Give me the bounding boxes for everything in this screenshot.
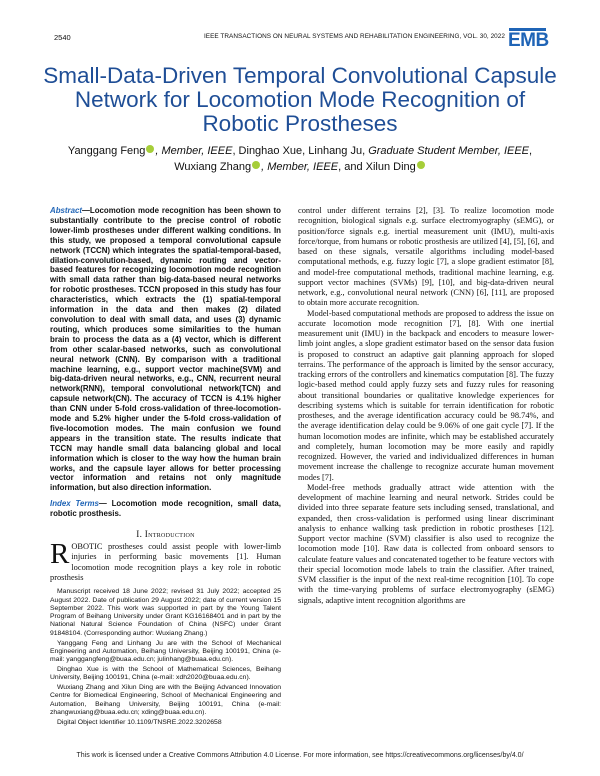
license-notice[interactable]: This work is licensed under a Creative Commons Attribution 4.0 License. For more information, see https://creativecommons.org/licenses/by/4.0/ — [76, 752, 524, 759]
page-number: 2540 — [54, 33, 71, 42]
right-column — [298, 206, 554, 606]
abstract-text: —Locomotion mode recognition has been shown to substantially contribute to the precise control of robotic lower-limb prostheses under different walking conditions. In this study, we proposed a temporal convolutional capsule network (TCCN) which integrates the spatial-temporal-based, dilation-convolution-based, dynamic routing and vector-based features for recognizing locomotion mode recognition with small data rather than big-data-based neural networks for robotic prostheses. TCCN proposed in this study has four characteristics, which extracts the (1) spatial-temporal information in the data and then makes (2) dilated convolution to deal with small data, and uses (3) dynamic routing, which produces some similarities to the human brain to process the data as a (4) vector, which is different from other scalar-based networks, such as convolutional neural network (CNN). By comparison with a traditional machine learning, e.g., support vector machine(SVM) and big-data-driven neural networks, e.g., CNN, recurrent neural network(RNN), temporal convolutional network(TCN) and capsule network(CN). The accuracy of TCCN is 4.1% higher than CNN under 5-fold cross-validation of three-locomotion-mode and 5.2% higher under the 5-fold cross-validation of five-locomotion modes. The main confusion we found appears in the transition state. The results indicate that TCCN may handle small data balancing global and local information which is closer to the way how the human brain works, and the capsule layer allows for better processing vector information and retains not only magnitude information, but also direction information. — [50, 206, 281, 493]
author-role: Graduate Student Member, IEEE — [368, 145, 530, 157]
author-list — [60, 143, 540, 175]
intro-text: prostheses could assist people with lower-limb injuries in performing basic movements [1]. Human locomotion mode recognition plays a key role in robotic prosthesis — [50, 542, 281, 582]
author-names: , Dinghao Xue, Linhang Ju, — [232, 145, 369, 157]
author-name: Wuxiang Zhang — [174, 161, 252, 173]
index-terms-label: Index Terms — [50, 499, 99, 509]
author-role: , Member, IEEE — [155, 145, 233, 157]
footnote: Yanggang Feng and Linhang Ju are with the School of Mechanical Engineering and Automation, Beihang University, Beijing 100191, China (e-mail: yanggangfeng@buaa.edu.cn; julinhang@buaa.edu.cn). — [50, 639, 281, 664]
orcid-icon[interactable] — [417, 161, 425, 169]
index-terms — [50, 499, 281, 519]
section-number: I. — [136, 529, 145, 540]
author-name: , and Xilun Ding — [338, 161, 416, 173]
journal-header: IEEE TRANSACTIONS ON NEURAL SYSTEMS AND REHABILITATION ENGINEERING, VOL. 30, 2022 — [203, 33, 505, 40]
orcid-icon[interactable] — [252, 161, 260, 169]
footnote: Wuxiang Zhang and Xilun Ding are with the Beijing Advanced Innovation Centre for Biomedical Engineering, School of Mechanical Engineering and Automation, Beihang University, Beijing 100191, China (e-mail: zhangwuxiang@buaa.edu.cn; xding@buaa.edu.cn). — [50, 684, 281, 716]
left-column — [50, 206, 281, 729]
separator: , — [529, 145, 533, 157]
footnote: Manuscript received 18 June 2022; revised 31 July 2022; accepted 25 August 2022. Date of publication 29 August 2022; date of current version 15 September 2022. This work was supported in part by the Young Talent Program of Beihang University under Grant KG16168401 and in part by the National Natural Science Foundation of China (NSFC) under Grant 91848104. (Corresponding author: Wuxiang Zhang.) — [50, 588, 281, 637]
drop-cap: R — [50, 538, 70, 571]
emb-logo — [508, 28, 549, 51]
footnotes — [50, 588, 281, 727]
paper-title: Small-Data-Driven Temporal Convolutional Capsule Network for Locomotion Mode Recognition of Robotic Prostheses — [43, 63, 557, 136]
first-word: OBOTIC — [71, 542, 103, 552]
abstract — [50, 206, 281, 493]
body-paragraph: Model-based computational methods are proposed to address the issue on accurate locomotion mode recognition [7], [8]. With one inertial measurement unit (IMU) in the backpack and encoders to measure lower-limb joint angles, a slope gradient estimator based on the sensor data fusion is proposed to construct an adaptive gait planning approach for sloped terrains. The performance of the approach is limited by the sensor accuracy, tracking errors of the controllers and kinematics computation [8]. The fuzzy logic-based method could apply fuzzy sets and fuzzy rules for reasoning about transitional boundaries or qualitative knowledge experiences for describing systems which is suitable for terrain identification for robotic prostheses, and the average identification accuracy could be 98.74%, and the average identification delay could be 9.06% of one gait cycle [7]. If the human locomotion modes are infinite, which may be established accurately and completely, human locomotion may be more easily and rapidly recognized. However, the varied and individualized differences in human movement increase the challenge to recognize accurate human movement modes [7]. — [298, 308, 554, 482]
index-terms-text: — Locomotion mode recognition, small data, robotic prosthesis. — [50, 499, 281, 519]
body-paragraph: control under different terrains [2], [3]. To realize locomotion mode recognition, biological signals e.g. surface electromyography (sEMG), or position/force signals e.g. inertial measurement unit (IMU), multi-axis force/torque, from humans or robotic prosthesis are utilized [4], [5], [6], and based on these signals, versatile algorithms including model-based computational methods, e.g. fuzzy logic [7], a slope gradient estimator [8], and model-free computational methods, traditional machine learning, e.g. support vector machines (SVMs) [9], [10], and big-data-driven neural network, e.g., convolutional neural network (CNN) [6], [11], are proposed to obtain more accurate recognition. — [298, 206, 554, 308]
author-role: , Member, IEEE — [261, 161, 339, 173]
intro-paragraph — [50, 538, 281, 583]
footnote: Dinghao Xue is with the School of Mathematical Sciences, Beihang University, Beijing 100191, China (e-mail: xdh2020@buaa.edu.cn). — [50, 665, 281, 682]
doi[interactable]: Digital Object Identifier 10.1109/TNSRE.2022.3202658 — [57, 718, 222, 726]
author-name: Yanggang Feng — [67, 145, 146, 157]
abstract-label: Abstract — [50, 206, 83, 215]
section-title: Introduction — [144, 529, 195, 540]
section-heading — [50, 529, 281, 539]
orcid-icon[interactable] — [146, 145, 154, 153]
body-paragraph: Model-free methods gradually attract wide attention with the development of machine learning and neural network. Strides could be divided into three separate feature sets including sensed, translational, and expanded, then cross-validation is performed using linear discriminant analysis to enhance walking task prediction in robotic prostheses [12]. Support vector machine (SVM) classifier is also used to recognize the locomotion mode [10]. Raw data is collected from onboard sensors to calculate feature values and concatenated together to be feature vectors with their special locomotion mode labels to train the classifier. After trained, SVM classifier is the input of the next real-time recognition [10]. To cope with the time-varying problems of surface electromyography (sEMG) signals, adaptive intent recognition algorithms are — [298, 482, 554, 605]
logo-text: EMB — [508, 30, 549, 51]
